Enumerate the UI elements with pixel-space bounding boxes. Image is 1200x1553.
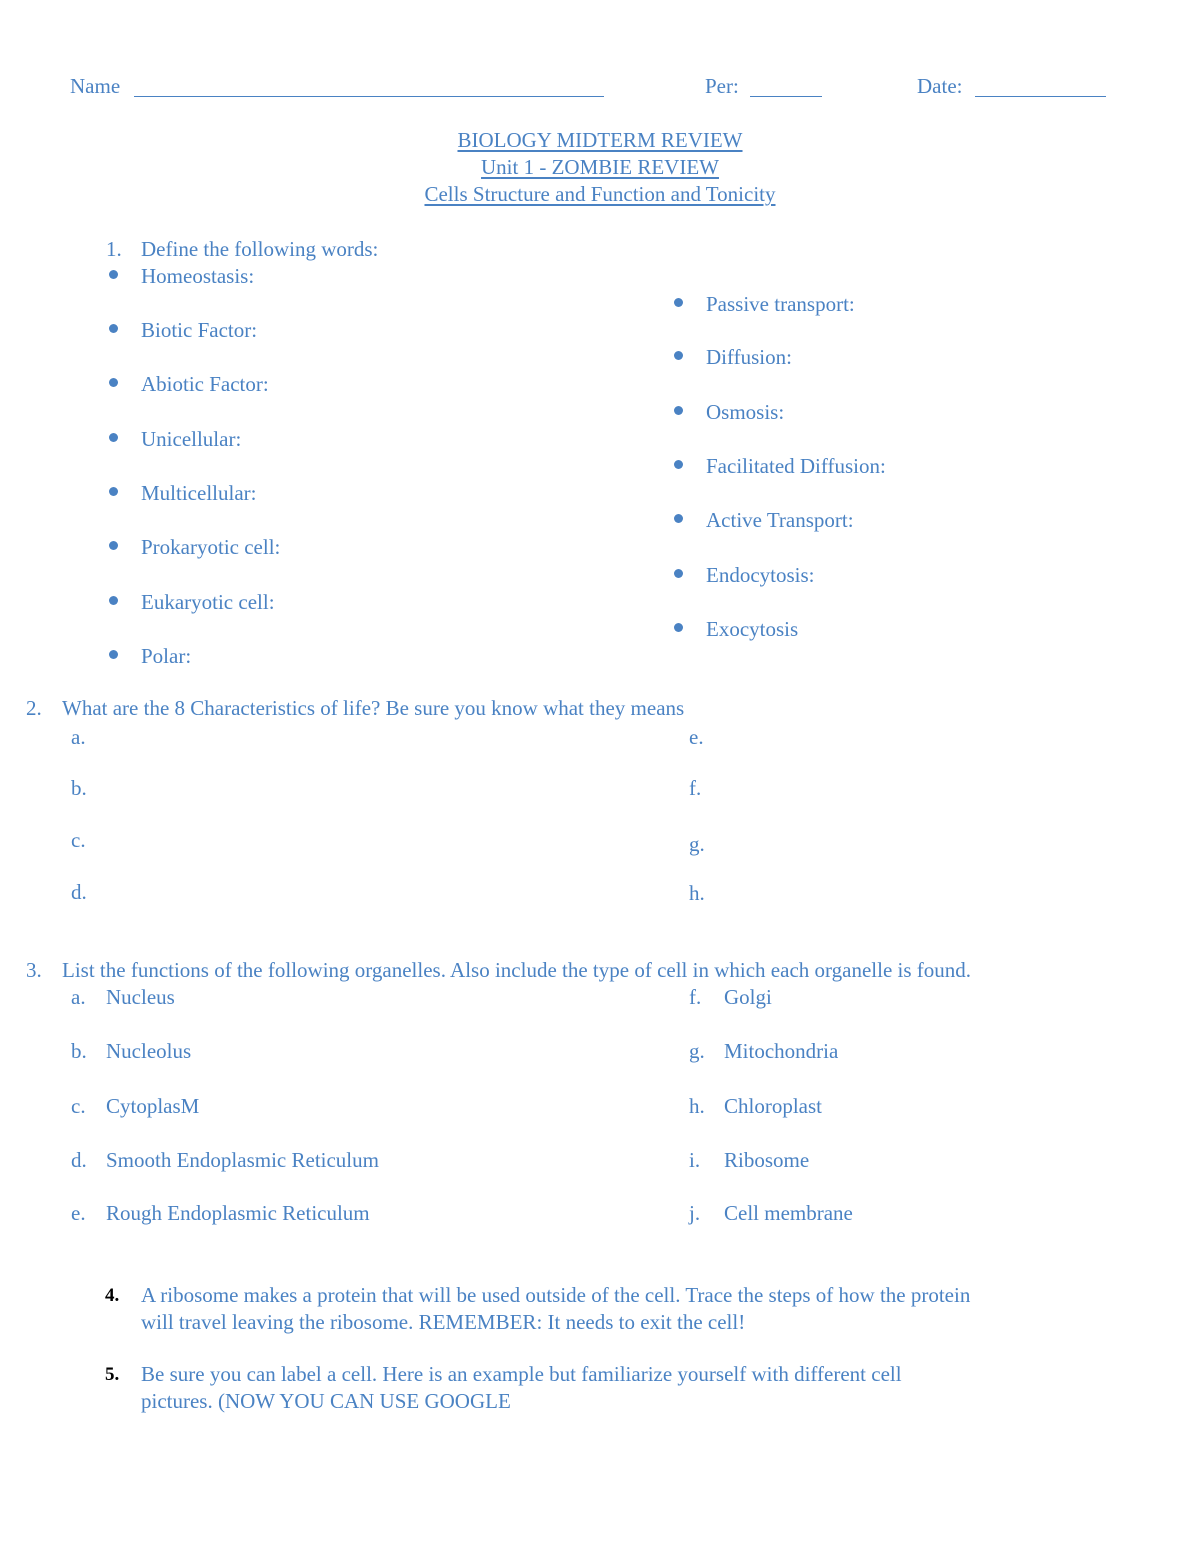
question-number: 5.: [105, 1364, 120, 1385]
date-label: Date:: [917, 74, 963, 98]
bullet-icon: [109, 324, 118, 333]
term-active-transport: Active Transport:: [706, 508, 854, 532]
bullet-icon: [674, 351, 683, 360]
question-text-line: will travel leaving the ribosome. REMEMBER: It needs to exit the cell!: [141, 1310, 746, 1334]
organelle-chloroplast: Chloroplast: [724, 1094, 822, 1118]
question-number: 3.: [26, 958, 42, 982]
bullet-icon: [109, 270, 118, 279]
organelle-cell-membrane: Cell membrane: [724, 1201, 853, 1225]
list-item-letter: d.: [71, 1148, 87, 1172]
per-label: Per:: [705, 74, 739, 98]
term-endocytosis: Endocytosis:: [706, 563, 815, 587]
date-field[interactable]: [975, 96, 1106, 97]
topic-subtitle: Cells Structure and Function and Tonicity: [424, 182, 776, 206]
list-item-letter: f.: [689, 776, 702, 800]
question-number: 1.: [106, 237, 122, 261]
question-number: 2.: [26, 696, 42, 720]
organelle-cytoplasm: CytoplasM: [106, 1094, 200, 1118]
organelle-smooth-er: Smooth Endoplasmic Reticulum: [106, 1148, 379, 1172]
organelle-mitochondria: Mitochondria: [724, 1039, 839, 1063]
list-item-letter: e.: [689, 725, 704, 749]
question-prompt: List the functions of the following organelles. Also include the type of cell in which each organelle is found.: [62, 958, 972, 982]
term-polar: Polar:: [141, 644, 192, 668]
list-item-letter: f.: [689, 985, 702, 1009]
organelle-rough-er: Rough Endoplasmic Reticulum: [106, 1201, 370, 1225]
list-item-letter: h.: [689, 881, 705, 905]
list-item-letter: b.: [71, 1039, 87, 1063]
bullet-icon: [109, 487, 118, 496]
question-number: 4.: [105, 1285, 120, 1306]
list-item-letter: a.: [71, 725, 86, 749]
term-unicellular: Unicellular:: [141, 427, 242, 451]
question-prompt: What are the 8 Characteristics of life? Be sure you know what they means: [62, 696, 685, 720]
list-item-letter: j.: [689, 1201, 701, 1225]
page-title: BIOLOGY MIDTERM REVIEW: [457, 128, 743, 152]
list-item-letter: c.: [71, 828, 86, 852]
term-diffusion: Diffusion:: [706, 345, 792, 369]
list-item-letter: g.: [689, 832, 705, 856]
term-exocytosis: Exocytosis: [706, 617, 799, 641]
question-text-line: Be sure you can label a cell. Here is an example but familiarize yourself with different cell: [141, 1362, 902, 1386]
organelle-ribosome: Ribosome: [724, 1148, 810, 1172]
list-item-letter: e.: [71, 1201, 86, 1225]
organelle-nucleolus: Nucleolus: [106, 1039, 192, 1063]
question-text-line: pictures. (NOW YOU CAN USE GOOGLE: [141, 1389, 511, 1413]
bullet-icon: [674, 406, 683, 415]
term-biotic-factor: Biotic Factor:: [141, 318, 258, 342]
term-homeostasis: Homeostasis:: [141, 264, 255, 288]
bullet-icon: [109, 541, 118, 550]
bullet-icon: [674, 623, 683, 632]
term-facilitated-diffusion: Facilitated Diffusion:: [706, 454, 886, 478]
term-eukaryotic-cell: Eukaryotic cell:: [141, 590, 275, 614]
term-prokaryotic-cell: Prokaryotic cell:: [141, 535, 281, 559]
term-osmosis: Osmosis:: [706, 400, 785, 424]
question-text-line: A ribosome makes a protein that will be used outside of the cell. Trace the steps of how the protein: [141, 1283, 971, 1307]
bullet-icon: [674, 460, 683, 469]
bullet-icon: [674, 514, 683, 523]
term-passive-transport: Passive transport:: [706, 292, 855, 316]
name-label: Name: [70, 74, 121, 98]
bullet-icon: [109, 378, 118, 387]
list-item-letter: i.: [689, 1148, 701, 1172]
bullet-icon: [674, 569, 683, 578]
list-item-letter: b.: [71, 776, 87, 800]
bullet-icon: [109, 596, 118, 605]
list-item-letter: h.: [689, 1094, 705, 1118]
per-field[interactable]: [750, 96, 822, 97]
organelle-nucleus: Nucleus: [106, 985, 175, 1009]
list-item-letter: c.: [71, 1094, 86, 1118]
term-abiotic-factor: Abiotic Factor:: [141, 372, 269, 396]
question-prompt: Define the following words:: [141, 237, 379, 261]
organelle-golgi: Golgi: [724, 985, 772, 1009]
term-multicellular: Multicellular:: [141, 481, 257, 505]
list-item-letter: d.: [71, 880, 87, 904]
list-item-letter: g.: [689, 1039, 705, 1063]
list-item-letter: a.: [71, 985, 86, 1009]
bullet-icon: [674, 298, 683, 307]
unit-subtitle: Unit 1 - ZOMBIE REVIEW: [481, 155, 719, 179]
name-field[interactable]: [134, 96, 604, 97]
bullet-icon: [109, 650, 118, 659]
bullet-icon: [109, 433, 118, 442]
